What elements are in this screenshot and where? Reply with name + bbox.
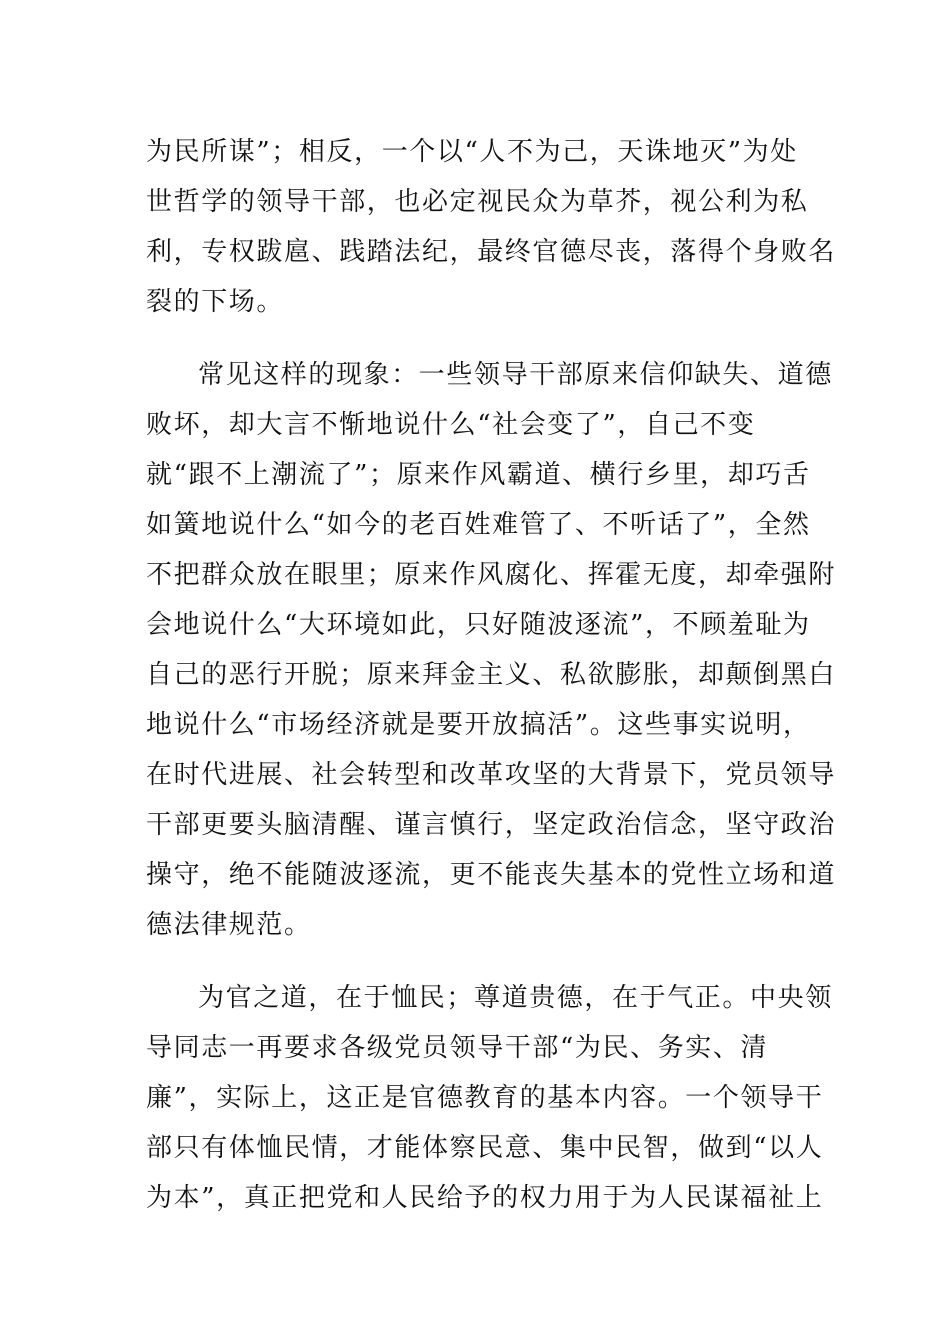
paragraph-line: 不把群众放在眼里；原来作风腐化、挥霍无度，却牵强附 <box>146 560 837 590</box>
paragraph-line: 操守，绝不能随波逐流，更不能丧失基本的党性立场和道 <box>146 860 837 890</box>
paragraph-line: 裂的下场。 <box>146 287 285 317</box>
paragraph-1 <box>146 127 837 327</box>
paragraph-line: 会地说什么“大环境如此，只好随波逐流”，不顾羞耻为 <box>146 610 811 640</box>
paragraph-line: 德法律规范。 <box>146 910 312 940</box>
paragraph-line: 廉”，实际上，这正是官德教育的基本内容。一个领导干 <box>146 1083 824 1113</box>
paragraph-line: 自己的恶行开脱；原来拜金主义、私欲膨胀，却颠倒黑白 <box>146 660 837 690</box>
paragraph-line: 如簧地说什么“如今的老百姓难管了、不听话了”，全然 <box>146 510 811 540</box>
paragraph-line: 部只有体恤民情，才能体察民意、集中民智，做到“以人 <box>146 1133 824 1163</box>
paragraph-3 <box>146 973 833 1223</box>
paragraph-line: 常见这样的现象：一些领导干部原来信仰缺失、道德 <box>198 360 833 390</box>
paragraph-line: 败坏，却大言不惭地说什么“社会变了”，自己不变 <box>146 410 756 440</box>
paragraph-line: 地说什么“市场经济就是要开放搞活”。这些事实说明， <box>146 710 811 740</box>
paragraph-line: 为本”，真正把党和人民给予的权力用于为人民谋福祉上 <box>146 1183 824 1213</box>
paragraph-line: 就“跟不上潮流了”；原来作风霸道、横行乡里，却巧舌 <box>146 460 811 490</box>
paragraph-2 <box>146 350 837 950</box>
paragraph-line: 世哲学的领导干部，也必定视民众为草芥，视公利为私 <box>146 187 809 217</box>
paragraph-line: 为官之道，在于恤民；尊道贵德，在于气正。中央领 <box>198 983 833 1013</box>
paragraph-line: 导同志一再要求各级党员领导干部“为民、务实、清 <box>146 1033 769 1063</box>
paragraph-line: 利，专权跋扈、践踏法纪，最终官德尽丧，落得个身败名 <box>146 237 837 267</box>
paragraph-line: 为民所谋”；相反，一个以“人不为己，天诛地灭”为处 <box>146 137 798 167</box>
paragraph-line: 在时代进展、社会转型和改革攻坚的大背景下，党员领导 <box>146 760 837 790</box>
paragraph-line: 干部更要头脑清醒、谨言慎行，坚定政治信念，坚守政治 <box>146 810 837 840</box>
